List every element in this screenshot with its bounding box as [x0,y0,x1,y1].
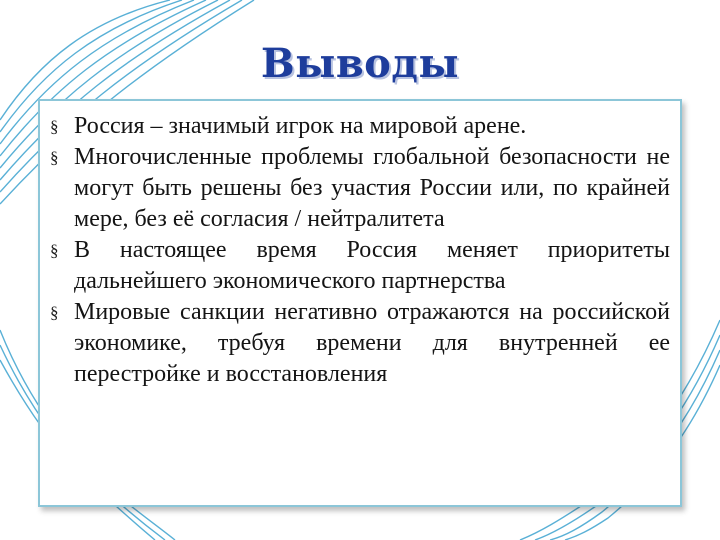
section-sign-bullet-icon: § [50,241,59,260]
bullet-text: Россия – значимый игрок на мировой арене. [74,113,527,139]
section-sign-bullet-icon: § [50,303,59,322]
bullet-text: В настоящее время Россия меняет приоритеты дальнейшего экономического партнерства [74,237,670,294]
bullet-item [46,297,670,390]
bullet-text: Многочисленные проблемы глобальной безопасности не могут быть решены без участия России или, по крайней мере, без её согласия / нейтралитета [74,144,670,232]
bullet-item [46,235,670,297]
bullet-text: Мировые санкции негативно отражаются на российской экономике, требуя времени для внутренней ее перестройке и восстановления [74,299,670,387]
bullet-item [46,142,670,235]
slide-title: Выводы [260,40,460,87]
content-box [38,99,682,507]
bullet-list [40,101,680,390]
bullet-item [46,111,670,142]
section-sign-bullet-icon: § [50,117,59,136]
section-sign-bullet-icon: § [50,148,59,167]
